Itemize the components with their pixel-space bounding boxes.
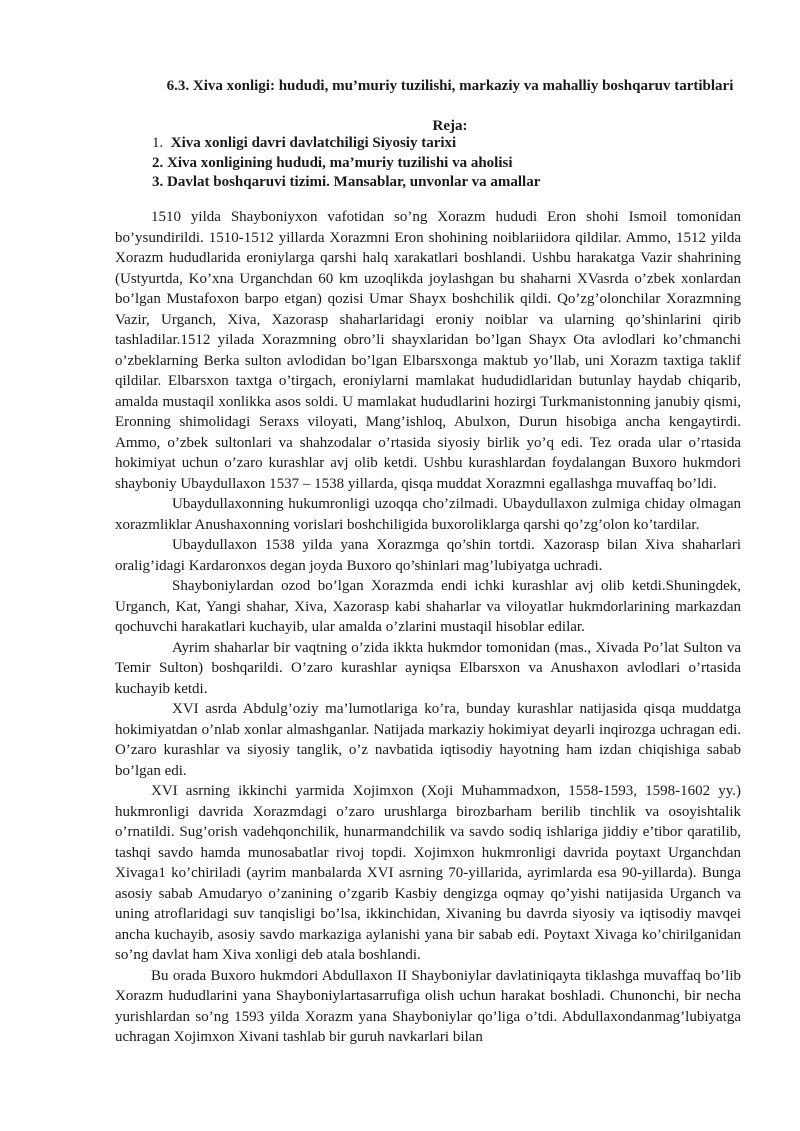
plan-list <box>152 134 752 193</box>
plan-item-text: Davlat boshqaruvi tizimi. Mansablar, unvonlar va amallar <box>167 174 541 190</box>
paragraph: XVI asrda Abdulg’oziy ma’lumotlariga ko’ra, bunday kurashlar natijasida qisqa muddatga hokimiyatdan o’nlab xonlar almashganlar. Natijada markaziy hokimiyat deyarli inqirozga uchragan edi. O’zaro kurashlar va siyosiy tanglik, o’z navbatida iqtisodiy hayotning ham izdan chiqishiga sabab bo’lgan edi. <box>115 701 741 779</box>
plan-item <box>152 134 752 154</box>
section-title: 6.3. Xiva xonligi: hududi, mu’muriy tuzilishi, markaziy va mahalliy boshqaruv tartiblari <box>166 78 734 94</box>
plan-item <box>152 154 752 174</box>
paragraph: Ubaydullaxon 1538 yilda yana Xorazmga qo’shin tortdi. Xazorasp bilan Xiva shaharlari oralig’idagi Kardaronxos degan joyda Buxoro qo’shinlari mag’lubiyatga uchradi. <box>115 537 741 574</box>
paragraph: Ayrim shaharlar bir vaqtning o’zida ikkta hukmdor tomonidan (mas., Xivada Po’lat Sulton va Temir Sulton) boshqarildi. O’zaro kurashlar ayniqsa Elbarsxon va Anushaxon avlodlari o’rtasida kuchayib ketdi. <box>115 639 741 697</box>
plan-item-number: 2. <box>152 154 164 171</box>
paragraph: Bu orada Buxoro hukmdori Abdullaxon II Shayboniylar davlatiniqayta tiklashga muvaffaq bo’lib Xorazm hududlarini yana Shayboniylartasarrufiga olish uchun harakat boshladi. Chunonchi, bir necha yurishlardan so’ng 1593 yilda Xorazm yana Shayboniylar qo’liga o’tdi. Abdullaxondanmag’lubiyatga uchragan Xojimxon Xivani tashlab bir guruh navkarlari bilan <box>115 967 741 1045</box>
paragraph: 1510 yilda Shayboniyxon vafotidan so’ng Xorazm hududi Eron shohi Ismoil tomonidan bo’ysundirildi. 1510-1512 yillarda Xorazmni Eron shohining noiblariidora qildilar. Ammo, 1512 yilda Xorazm hududlarida eroniylarga qarshi halq xarakatlari boshlandi. Ushbu harakatga Vazir shahrining (Ustyurtda, Ko’xna Urganchdan 60 km uzoqlikda joylashgan bu shaharni XVasrda o’zbek xonlardan bo’lgan Mustafoxon barpo etgan) qozisi Umar Shayx boshchilik qildi. Qo’zg’olonchilar Xorazmning Vazir, Urganch, Xiva, Xazorasp shaharlaridagi eroniy noiblar va ularning qo’shinlarini qirib tashladilar.1512 yilada Xorazmning obro’li shayxlaridan bo’lgan Shayx Ota avlodlari ko’chmanchi o’zbeklarning Berka sulton avlodidan bo’lgan Elbarsxonga maktub yo’llab, uni Xorazm taxtiga taklif qildilar. Elbarsxon taxtga o’tirgach, eroniylarni mamlakat hududidlaridan butunlay haydab chiqarib, amalda mustaqil xonlikka asos soldi. U mamlakat hududlarini hozirgi Turkmanistonning janubiy qismi, Eronning shimolidagi Seraxs viloyati, Mang’ishloq, Abulxon, Durun hisobiga ancha kengaytirdi. Ammo, o’zbek sultonlari va shahzodalar o’rtasida siyosiy birlik yo’q edi. Tez orada ular o’rtasida hokimiyat uchun o’zaro kurashlar avj olib ketdi. Ushbu kurashlardan foydalangan Buxoro hukmdori shayboniy Ubaydullaxon 1537 – 1538 yillarda, qisqa muddat Xorazmni egallashga muvaffaq bo’ldi. <box>115 209 741 492</box>
body-text <box>115 207 741 1048</box>
paragraph: Shayboniylardan ozod bo’lgan Xorazmda endi ichki kurashlar avj olib ketdi.Shuningdek, Urganch, Kat, Yangi shahar, Xiva, Xazorasp kabi shaharlar va viloyatlar hukmdorlarining markazdan qochuvchi harakatlari kuchayib, ular amalda o’zlarini mustaqil hisoblar edilar. <box>115 578 741 635</box>
plan-item-text: Xiva xonligining hududi, ma’muriy tuzilishi va aholisi <box>167 154 513 171</box>
plan-item-number: 1. <box>152 135 164 151</box>
plan-heading: Reja: <box>432 118 468 134</box>
plan-item <box>152 173 752 193</box>
plan-item-number: 3. <box>152 174 164 190</box>
paragraph: Ubaydullaxonning hukumronligi uzoqqa cho’zilmadi. Ubaydullaxon zulmiga chiday olmagan xorazmliklar Anushaxonning vorislari boshchiligida buxoroliklarga qarshi qo’zg’olon ko’tardilar. <box>115 496 741 533</box>
paragraph: XVI asrning ikkinchi yarmida Xojimxon (Xoji Muhammadxon, 1558-1593, 1598-1602 yy.) hukmronligi davrida Xorazmdagi o’zaro urushlarga birozbarham berilib tinchlik va osoyishtalik o’rnatildi. Sug’orish vadehqonchilik, hunarmandchilik va savdo sodiq ishlariga jiddiy e’tibor qaratilib, tashqi savdo hamda munosabatlar rivoj topdi. Xojimxon hukmronligi davrida poytaxt Urganchdan Xivaga1 ko’chiriladi (ayrim manbalarda XVI asrning 70-yillarida, ayrimlarda esa 90-yillarda). Bunga asosiy sabab Amudaryo o’zanining o’zgarib Kasbiy dengizga oqmay qo’yishi natijasida Urganch va uning atroflaridagi suv tanqisligi bo’lsa, ikkinchidan, Xivaning bu davrda siyosiy va iqtisodiy mavqei ancha kuchayib, asosiy savdo markaziga aylanishi yana bir sabab edi. Poytaxt Xivaga ko’chirilganidan so’ng davlat ham Xiva xonligi deb atala boshlandi. <box>115 783 741 963</box>
plan-item-text: Xiva xonligi davri davlatchiligi Siyosiy tarixi <box>170 135 457 151</box>
